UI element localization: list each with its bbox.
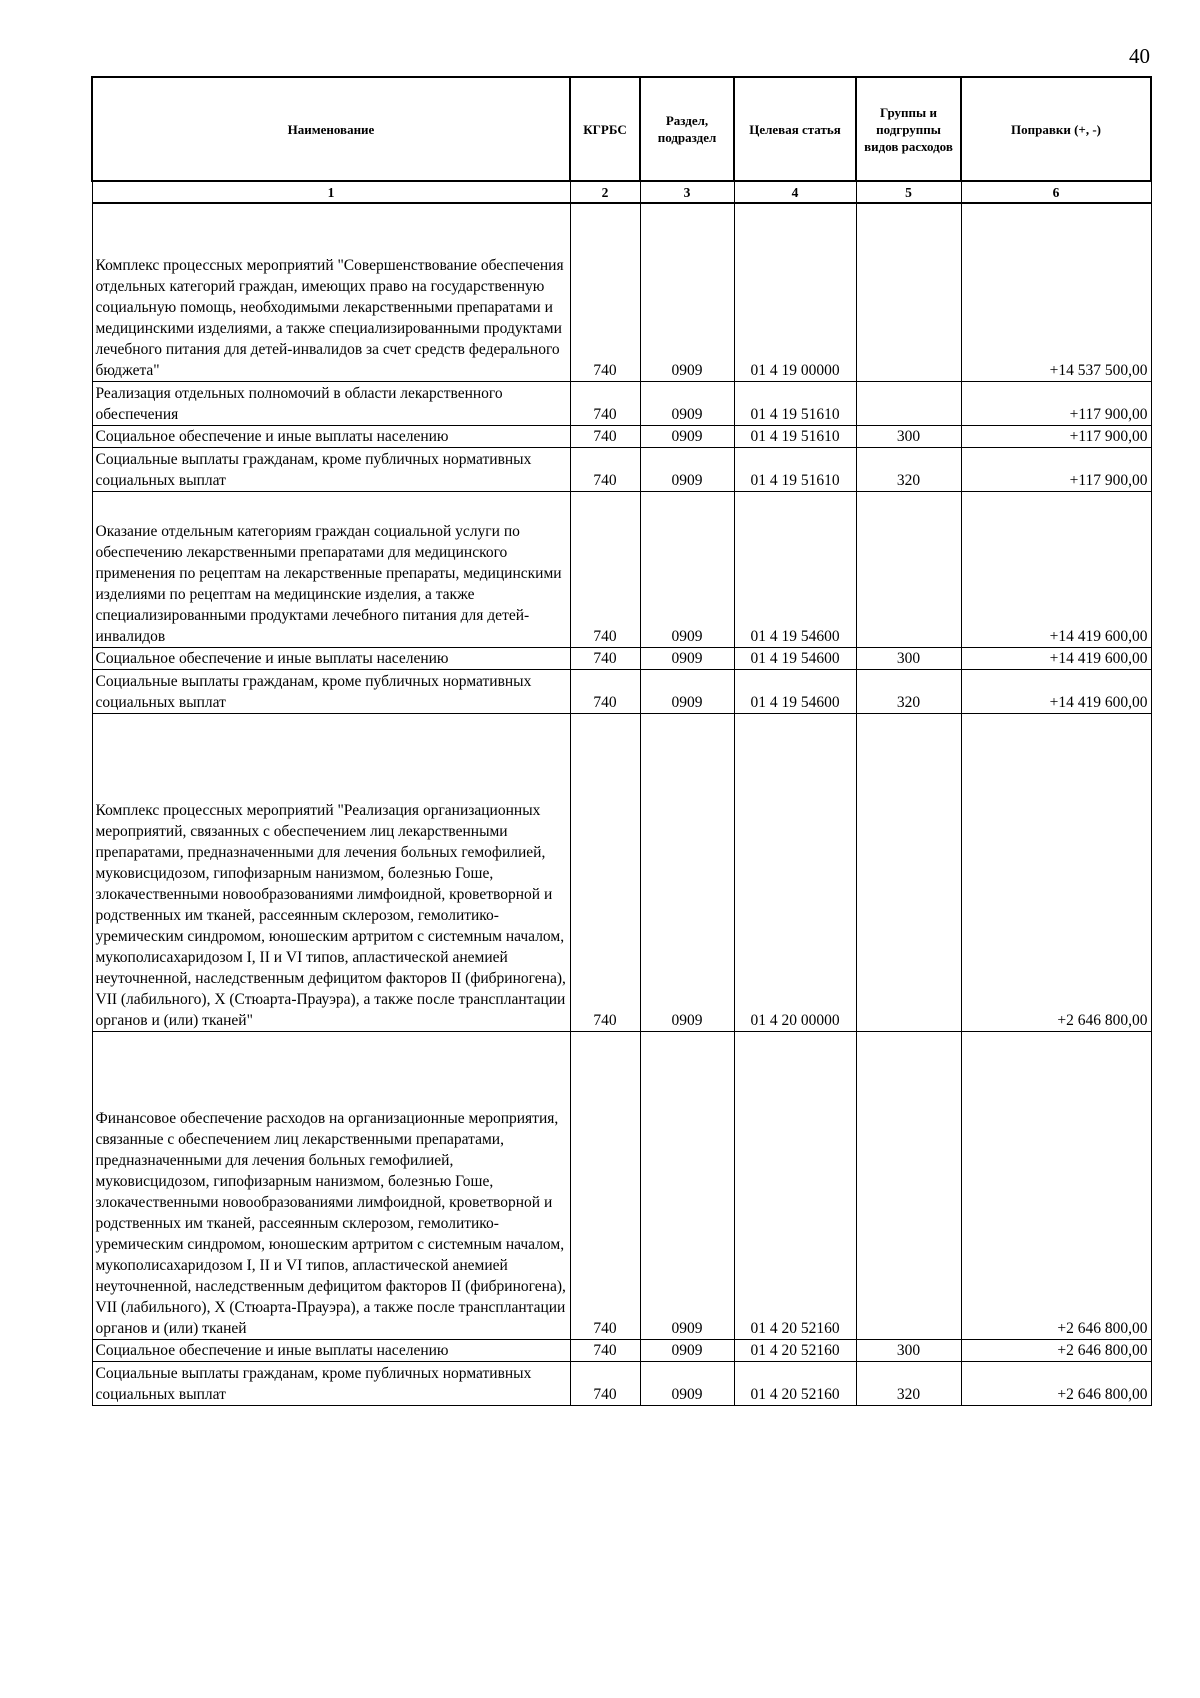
- row-target: 01 4 19 54600: [734, 491, 856, 647]
- column-number: 3: [640, 181, 734, 203]
- row-name: Социальное обеспечение и иные выплаты населению: [92, 647, 570, 669]
- row-section: 0909: [640, 203, 734, 381]
- row-target: 01 4 19 54600: [734, 669, 856, 713]
- table-row: [92, 1361, 1151, 1405]
- row-group: [856, 203, 961, 381]
- row-kgrbs: 740: [570, 647, 640, 669]
- row-name: Комплекс процессных мероприятий "Совершенствование обеспечения отдельных категорий граждан, имеющих право на государственную социальную помощь, необходимыми лекарственными препаратами и медицинскими изделиями, а также специализированными продуктами лечебного питания для детей-инвалидов за счет средств федерального бюджета": [92, 203, 570, 381]
- row-name: Социальные выплаты гражданам, кроме публичных нормативных социальных выплат: [92, 1361, 570, 1405]
- row-group: [856, 1031, 961, 1339]
- table-row: [92, 647, 1151, 669]
- row-section: 0909: [640, 1339, 734, 1361]
- row-target: 01 4 19 51610: [734, 447, 856, 491]
- table-row: [92, 491, 1151, 647]
- row-group: 300: [856, 1339, 961, 1361]
- row-section: 0909: [640, 447, 734, 491]
- row-target: 01 4 20 00000: [734, 713, 856, 1031]
- table-row: [92, 669, 1151, 713]
- row-target: 01 4 20 52160: [734, 1339, 856, 1361]
- row-amount: +117 900,00: [961, 381, 1151, 425]
- row-kgrbs: 740: [570, 1361, 640, 1405]
- row-group: 320: [856, 1361, 961, 1405]
- header-row: [92, 77, 1151, 181]
- row-group: [856, 491, 961, 647]
- header-kgrbs: КГРБС: [570, 77, 640, 181]
- row-section: 0909: [640, 669, 734, 713]
- row-name: Комплекс процессных мероприятий "Реализация организационных мероприятий, связанных с обеспечением лиц лекарственными препаратами, предназначенными для лечения больных гемофилией, муковисцидозом, гипофизарным нанизмом, болезнью Гоше, злокачественными новообразованиями лимфоидной, кроветворной и родственных им тканей, рассеянным склерозом, гемолитико-уремическим синдромом, юношеским артритом с системным началом, мукополисахаридозом I, II и VI типов, апластической анемией неуточненной, наследственным дефицитом факторов II (фибриногена), VII (лабильного), X (Стюарта-Прауэра), а также после трансплантации органов и (или) тканей": [92, 713, 570, 1031]
- row-target: 01 4 20 52160: [734, 1361, 856, 1405]
- row-group: 320: [856, 669, 961, 713]
- row-kgrbs: 740: [570, 1031, 640, 1339]
- row-section: 0909: [640, 491, 734, 647]
- column-number: 5: [856, 181, 961, 203]
- column-number-row: [92, 181, 1151, 203]
- row-kgrbs: 740: [570, 713, 640, 1031]
- header-amount: Поправки (+, -): [961, 77, 1151, 181]
- row-section: 0909: [640, 713, 734, 1031]
- row-section: 0909: [640, 381, 734, 425]
- row-name: Социальные выплаты гражданам, кроме публичных нормативных социальных выплат: [92, 447, 570, 491]
- row-amount: +14 537 500,00: [961, 203, 1151, 381]
- column-number: 4: [734, 181, 856, 203]
- budget-table: [91, 76, 1152, 1406]
- table-row: [92, 203, 1151, 381]
- row-name: Реализация отдельных полномочий в области лекарственного обеспечения: [92, 381, 570, 425]
- row-amount: +2 646 800,00: [961, 1339, 1151, 1361]
- row-section: 0909: [640, 1361, 734, 1405]
- row-kgrbs: 740: [570, 203, 640, 381]
- table-row: [92, 425, 1151, 447]
- row-amount: +14 419 600,00: [961, 491, 1151, 647]
- row-kgrbs: 740: [570, 669, 640, 713]
- row-section: 0909: [640, 647, 734, 669]
- table-row: [92, 1031, 1151, 1339]
- column-number: 6: [961, 181, 1151, 203]
- row-name: Социальное обеспечение и иные выплаты населению: [92, 425, 570, 447]
- column-number: 1: [92, 181, 570, 203]
- row-name: Оказание отдельным категориям граждан социальной услуги по обеспечению лекарственными препаратами для медицинского применения по рецептам на лекарственные препараты, медицинскими изделиями по рецептам на медицинские изделия, а также специализированными продуктами лечебного питания для детей-инвалидов: [92, 491, 570, 647]
- row-kgrbs: 740: [570, 447, 640, 491]
- row-amount: +2 646 800,00: [961, 1031, 1151, 1339]
- row-section: 0909: [640, 1031, 734, 1339]
- row-target: 01 4 20 52160: [734, 1031, 856, 1339]
- row-amount: +117 900,00: [961, 447, 1151, 491]
- row-amount: +117 900,00: [961, 425, 1151, 447]
- row-name: Социальное обеспечение и иные выплаты населению: [92, 1339, 570, 1361]
- row-target: 01 4 19 00000: [734, 203, 856, 381]
- row-kgrbs: 740: [570, 381, 640, 425]
- row-group: [856, 381, 961, 425]
- row-section: 0909: [640, 425, 734, 447]
- row-target: 01 4 19 51610: [734, 381, 856, 425]
- table-row: [92, 447, 1151, 491]
- row-kgrbs: 740: [570, 1339, 640, 1361]
- header-name: Наименование: [92, 77, 570, 181]
- row-name: Социальные выплаты гражданам, кроме публичных нормативных социальных выплат: [92, 669, 570, 713]
- table-row: [92, 713, 1151, 1031]
- row-target: 01 4 19 51610: [734, 425, 856, 447]
- row-amount: +2 646 800,00: [961, 713, 1151, 1031]
- row-amount: +14 419 600,00: [961, 669, 1151, 713]
- header-section: Раздел, подраздел: [640, 77, 734, 181]
- table-row: [92, 381, 1151, 425]
- row-group: 300: [856, 647, 961, 669]
- row-amount: +14 419 600,00: [961, 647, 1151, 669]
- table-row: [92, 1339, 1151, 1361]
- column-number: 2: [570, 181, 640, 203]
- row-group: 300: [856, 425, 961, 447]
- row-group: [856, 713, 961, 1031]
- row-amount: +2 646 800,00: [961, 1361, 1151, 1405]
- header-target: Целевая статья: [734, 77, 856, 181]
- page-number: 40: [1129, 44, 1150, 68]
- row-group: 320: [856, 447, 961, 491]
- row-kgrbs: 740: [570, 425, 640, 447]
- row-target: 01 4 19 54600: [734, 647, 856, 669]
- row-name: Финансовое обеспечение расходов на организационные мероприятия, связанные с обеспечением лиц лекарственными препаратами, предназначенными для лечения больных гемофилией, муковисцидозом, гипофизарным нанизмом, болезнью Гоше, злокачественными новообразованиями лимфоидной, кроветворной и родственных им тканей, рассеянным склерозом, гемолитико-уремическим синдромом, юношеским артритом с системным началом, мукополисахаридозом I, II и VI типов, апластической анемией неуточненной, наследственным дефицитом факторов II (фибриногена), VII (лабильного), X (Стюарта-Прауэра), а также после трансплантации органов и (или) тканей: [92, 1031, 570, 1339]
- header-group: Группы и подгруппы видов расходов: [856, 77, 961, 181]
- row-kgrbs: 740: [570, 491, 640, 647]
